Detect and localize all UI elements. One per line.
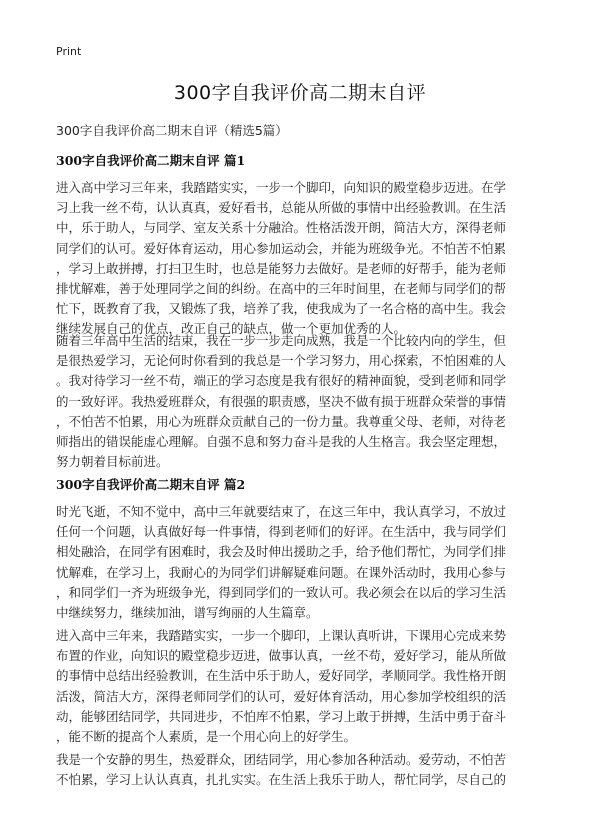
print-link[interactable]: Print bbox=[56, 45, 82, 58]
text-line: 继续发展自己的优点，改正自己的缺点，做一个更加优秀的人。 bbox=[56, 321, 407, 337]
paragraph bbox=[56, 750, 550, 790]
text-line: 进入高中三年来，我踏踏实实，一步一个脚印，上课认真听讲，下课用心完成来势 bbox=[56, 628, 507, 643]
text-line: 的一致好评。我热爱班群众，有很强的职责感，坚决不做有损于班群众荣誉的事情 bbox=[56, 393, 507, 409]
text-line: ，学习上敢拼搏，打扫卫生时，也总是能努力去做好。是老师的好帮手，能为老师 bbox=[56, 260, 507, 276]
text-line: 我是一个安静的男生，热爱群众，团结同学，用心参加各种活动。爱劳动，不怕苦 bbox=[56, 752, 507, 767]
text-line: 布置的作业，向知识的殿堂稳步迈进，做事认真，一丝不苟，爱好学习，能从所做 bbox=[56, 648, 507, 664]
text-line: 活泼，简洁大方，深得老师同学们的认可，爱好体育活动，用心参加学校组织的活 bbox=[56, 688, 507, 704]
text-line: 努力朝着目标前进。 bbox=[56, 454, 169, 470]
text-line: 同学们的认可。爱好体育运动，用心参加运动会，并能为班级争光。不怕苦不怕累 bbox=[56, 240, 507, 256]
text-line: ，能不断的提高个人素质，是一个用心向上的好学生。 bbox=[56, 728, 357, 744]
text-line: 中继续努力，继续加油，谱写绚丽的人生篇章。 bbox=[56, 604, 319, 620]
text-line: 不怕累，学习上认认真真，扎扎实实。在生活上我乐于助人，帮忙同学，尽自己的 bbox=[56, 772, 507, 788]
section-heading-1: 300字自我评价高二期末自评 篇1 bbox=[56, 153, 246, 168]
text-line: 排忧解难，善于处理同学之间的纠纷。在高中的三年时间里，在老师与同学们的帮 bbox=[56, 280, 507, 296]
page-title: 300字自我评价高二期末自评 bbox=[173, 82, 427, 104]
text-line: 师指出的错误能虚心理解。自强不息和努力奋斗是我的人生格言。我会坚定理想， bbox=[56, 433, 507, 449]
document-subtitle: 300字自我评价高二期末自评（精选5篇） bbox=[56, 123, 288, 138]
text-line: 的事情中总结出经验教训，在生活中乐于助人，爱好同学，孝顺同学。我性格开朗 bbox=[56, 668, 507, 684]
text-line: 中，乐于助人，与同学、室友关系十分融洽。性格活泼开朗，简洁大方，深得老师 bbox=[56, 220, 507, 236]
paragraph bbox=[56, 331, 550, 472]
text-line: 忧解难，在学习上，我耐心的为同学们讲解疑难问题。在课外活动时，我用心参与 bbox=[56, 564, 507, 580]
text-line: 是很热爱学习，无论何时你看到的我总是一个学习努力，用心探索，不怕困难的人 bbox=[56, 353, 507, 369]
text-line: 动，能够团结同学，共同进步，不怕库不怕累，学习上敢于拼搏，生活中勇于奋斗 bbox=[56, 708, 507, 724]
text-line: 。我对待学习一丝不苟，端正的学习态度是我有很好的精神面貌，受到老师和同学 bbox=[56, 373, 507, 389]
text-line: 习上我一丝不苟，认认真真，爱好看书，总能从所做的事情中出经验教训。在生活 bbox=[56, 200, 507, 216]
text-line: ，和同学们一齐为班级争光，得到同学们的一致认可。我必须会在以后的学习生活 bbox=[56, 584, 507, 600]
text-line: 任何一个问题，认真做好每一件事情，得到老师们的好评。在生活中，我与同学们 bbox=[56, 524, 507, 540]
text-line: 随着三年高中生活的结束，我在一步一步走向成熟，我是一个比较内向的学生，但 bbox=[56, 333, 507, 348]
paragraph bbox=[56, 178, 550, 340]
paragraph bbox=[56, 626, 550, 747]
section-heading-2: 300字自我评价高二期末自评 篇2 bbox=[56, 477, 246, 492]
text-line: 忙下，既教育了我，又锻炼了我，培养了我，使我成为了一名合格的高中生。我会 bbox=[56, 301, 507, 317]
text-line: ，不怕苦不怕累，用心为班群众贡献自己的一份力量。我尊重父母、老师，对待老 bbox=[56, 413, 507, 429]
text-line: 相处融洽，在同学有困难时，我会及时伸出援助之手，给予他们帮忙，为同学们排 bbox=[56, 544, 507, 560]
text-line: 时光飞逝，不知不觉中，高中三年就要结束了，在这三年中，我认真学习，不放过 bbox=[56, 504, 507, 519]
text-line: 进入高中学习三年来，我踏踏实实，一步一个脚印，向知识的殿堂稳步迈进。在学 bbox=[56, 180, 507, 195]
paragraph bbox=[56, 502, 550, 623]
